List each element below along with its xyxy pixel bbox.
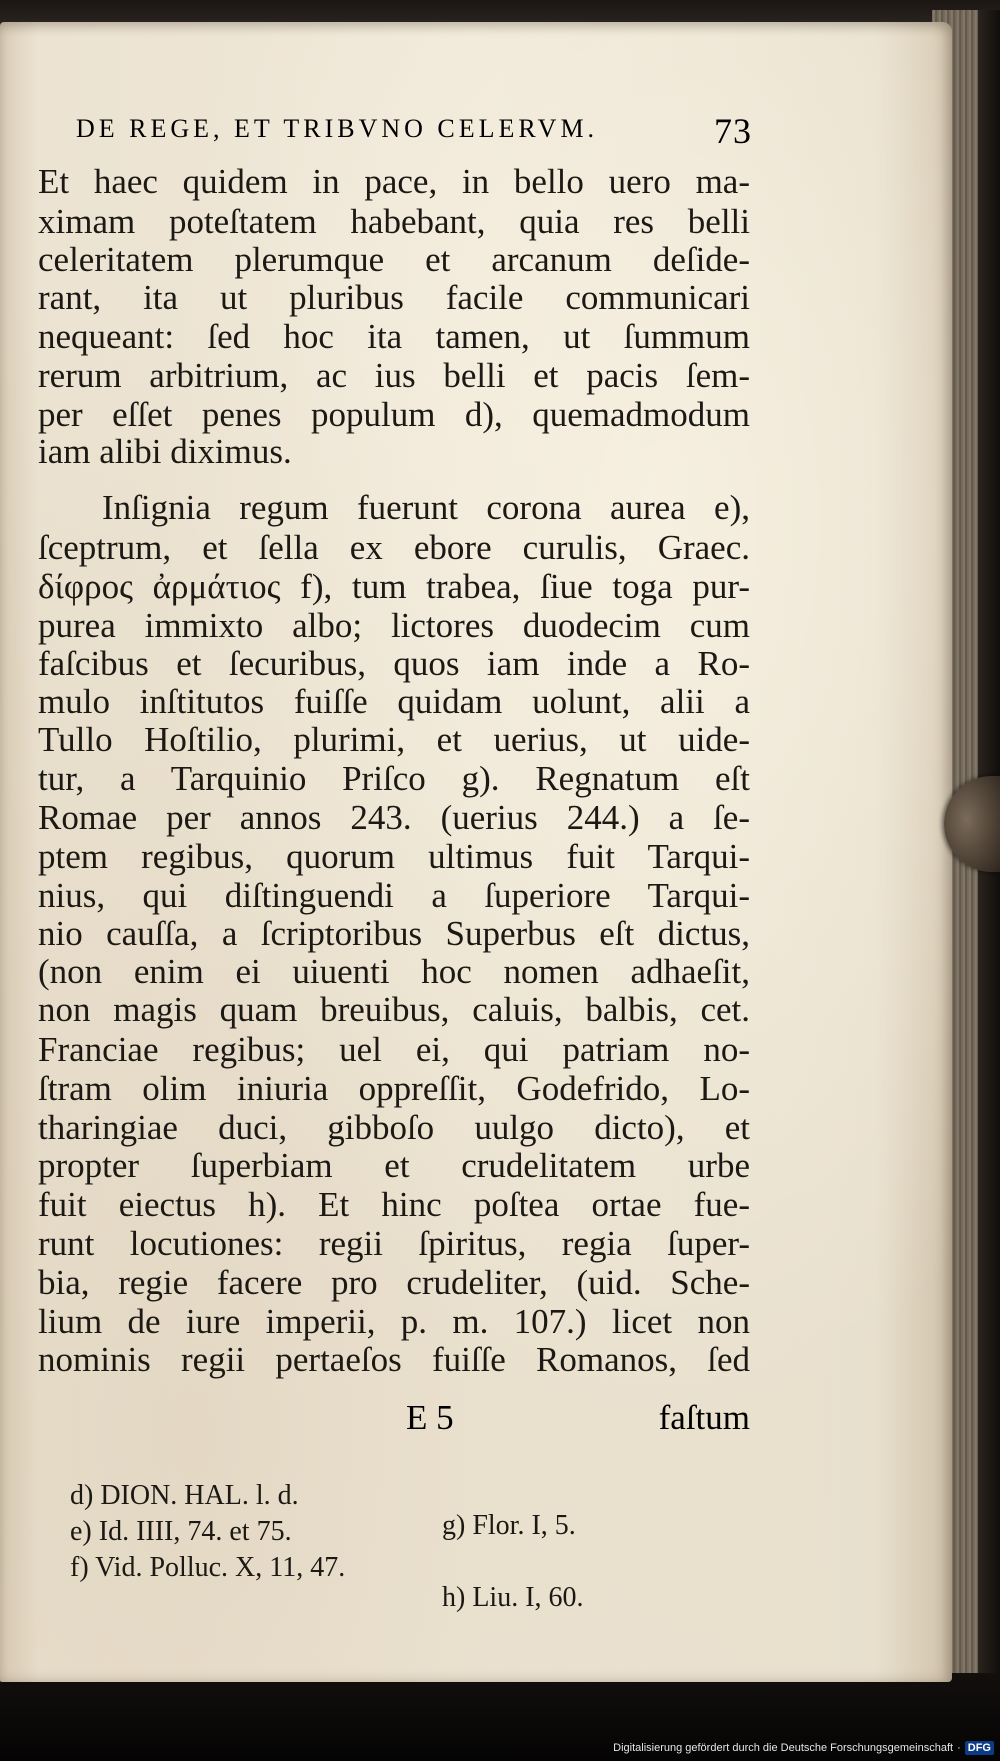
- text-line: Inſignia regum fuerunt corona aurea e),: [102, 488, 750, 527]
- text-line: mulo inſtitutos fuiſſe quidam uolunt, alii a: [38, 682, 750, 721]
- text-line: Et haec quidem in pace, in bello uero ma-: [38, 162, 750, 201]
- footnote-e: e) Id. IIII, 74. et 75.: [70, 1516, 292, 1547]
- text-line: faſcibus et ſecuribus, quos iam inde a Ro-: [38, 644, 750, 683]
- text-line: ſtram olim iniuria oppreſſit, Godefrido, Lo-: [38, 1069, 750, 1108]
- signature-mark: E 5: [406, 1398, 454, 1437]
- text-line: (non enim ei uiuenti hoc nomen adhaeſit,: [38, 952, 750, 991]
- text-line: ptem regibus, quorum ultimus fuit Tarqui-: [38, 837, 750, 876]
- running-head: [40, 111, 752, 154]
- page-number: 73: [714, 111, 752, 151]
- text-line: tharingiae duci, gibboſo uulgo dicto), et: [38, 1108, 750, 1147]
- text-line: tur, a Tarquinio Priſco g). Regnatum eſt: [38, 759, 750, 798]
- footnote-h: h) Liu. I, 60.: [442, 1582, 584, 1613]
- text-line: bia, regie facere pro crudeliter, (uid. Sche-: [38, 1263, 750, 1302]
- text-line: nio cauſſa, a ſcriptoribus Superbus eſt dictus,: [38, 914, 750, 953]
- text-line: rant, ita ut pluribus facile communicari: [38, 278, 750, 317]
- text-line: Tullo Hoſtilio, plurimi, et uerius, ut uide-: [38, 720, 750, 759]
- text-line: iam alibi diximus.: [38, 432, 292, 471]
- running-head-title: DE REGE, ET TRIBVNO CELERVM.: [76, 114, 599, 143]
- text-line: purea immixto albo; lictores duodecim cum: [38, 606, 750, 645]
- text-line: fuit eiectus h). Et hinc poſtea ortae fue-: [38, 1185, 750, 1224]
- signature-line: [38, 1398, 750, 1438]
- text-line: Franciae regibus; uel ei, qui patriam no-: [38, 1030, 750, 1069]
- text-line: per eſſet penes populum d), quemadmodum: [38, 395, 750, 434]
- text-line: ſceptrum, et ſella ex ebore curulis, Graec.: [38, 528, 750, 567]
- text-line: rerum arbitrium, ac ius belli et pacis ſem-: [38, 356, 750, 395]
- text-line: δίφρος ἀρμάτιος f), tum trabea, ſiue toga pur-: [38, 567, 750, 606]
- footnote-g: g) Flor. I, 5.: [442, 1510, 576, 1541]
- text-line: Romae per annos 243. (uerius 244.) a ſe-: [38, 798, 750, 837]
- text-line: celeritatem plerumque et arcanum deſide-: [38, 240, 750, 279]
- footnote-d: d) DION. HAL. l. d.: [70, 1480, 299, 1511]
- attribution: [613, 1737, 994, 1759]
- text-line: runt locutiones: regii ſpiritus, regia ſuper-: [38, 1224, 750, 1263]
- dfg-logo: DFG: [965, 1741, 994, 1755]
- footnote-f: f) Vid. Polluc. X, 11, 47.: [70, 1552, 346, 1583]
- attribution-text: Digitalisierung gefördert durch die Deutsche Forschungsgemeinschaft: [613, 1742, 954, 1754]
- book-page: [0, 22, 952, 1682]
- text-line: lium de iure imperii, p. m. 107.) licet non: [38, 1302, 750, 1341]
- catchword: faſtum: [658, 1398, 750, 1437]
- text-line: nius, qui diſtinguendi a ſuperiore Tarqui-: [38, 876, 750, 915]
- text-line: ximam poteſtatem habebant, quia res belli: [38, 202, 750, 241]
- separator: ·: [957, 1742, 961, 1754]
- text-line: propter ſuperbiam et crudelitatem urbe: [38, 1146, 750, 1185]
- text-line: nequeant: ſed hoc ita tamen, ut ſummum: [38, 317, 750, 356]
- text-line: nominis regii pertaeſos fuiſſe Romanos, ſed: [38, 1340, 750, 1379]
- text-line: non magis quam breuibus, caluis, balbis, cet.: [38, 990, 750, 1029]
